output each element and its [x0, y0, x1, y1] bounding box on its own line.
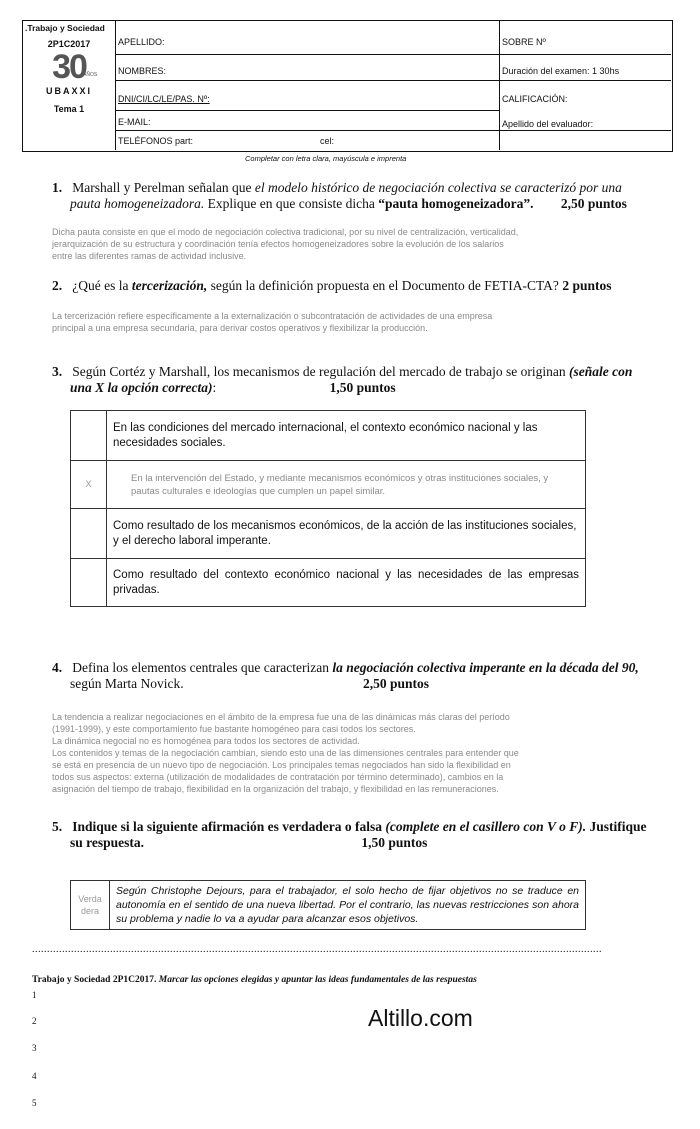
q1-number: 1. — [52, 180, 63, 195]
q2-text-c: según la definición propuesta en el Documento de FETIA-CTA? — [210, 278, 559, 293]
header-fields — [115, 21, 500, 150]
q4-text-a: Defina los elementos centrales que caracterizan — [72, 660, 329, 675]
duration-label: Duración del examen: 1 30hs — [502, 66, 620, 76]
q3-options-table — [70, 410, 586, 607]
q1-answer-line: entre las diferentes ramas de actividad inclusive. — [52, 251, 247, 261]
footer-title — [32, 975, 672, 985]
envelope-label: SOBRE Nº — [502, 37, 546, 47]
q4-answer — [52, 711, 680, 795]
header-right-fields — [499, 21, 671, 150]
footer-title-italic: Marcar las opciones elegidas y apuntar las ideas fundamentales de las respuestas — [158, 975, 477, 985]
email-field[interactable] — [115, 111, 499, 131]
q1-points: 2,50 puntos — [560, 196, 627, 211]
id-label: DNI/CI/LC/LE/PAS. Nº: — [118, 94, 210, 104]
q2-number: 2. — [52, 278, 63, 293]
q5-text-a: Indique si la siguiente afirmación es verdadera o falsa — [72, 819, 382, 834]
q4-answer-line: asignación del tiempo de trabajo, flexibilidad en la organización del trabajo, y flexibilidad en las remuneraciones. — [52, 784, 499, 794]
q5-text-c: Justifique — [589, 819, 647, 834]
q2-points: 2 puntos — [562, 278, 612, 293]
q3-option-row — [71, 559, 586, 607]
q4-answer-line: La dinámica negocial no es homogénea para todos los sectores de actividad. — [52, 736, 360, 746]
q3-text-a: Según Cortéz y Marshall, los mecanismos de regulación del mercado de trabajo se originan — [72, 364, 566, 379]
q2-answer-line: La tercerización refiere específicamente a la externalización o subcontratación de actividades de una empresa — [52, 311, 493, 321]
q4-answer-line: todos sus aspectos: externa (utilización de modalidades de contratación por término determinado), cambios en la — [52, 772, 504, 782]
q5-statement: Según Christophe Dejours, para el trabajador, el solo hecho de fijar objetivos no se traduce en autonomía en el sentido de una nueva libertad. Por el contrario, las nuevas restricciones son ahora su problema y nadie lo va a ayudar para alcanzar esos objetivos. — [110, 881, 586, 930]
question-2 — [52, 278, 664, 294]
q1-text-d: Explique en que consiste dicha — [207, 196, 375, 211]
q1-text-b: el modelo histórico de negociación colectiva se caracterizó por una — [254, 180, 622, 195]
anniversary-logo — [23, 50, 115, 86]
q3-text-b: (señale con — [568, 364, 633, 379]
q3-option-mark[interactable] — [71, 559, 107, 607]
phone-field[interactable] — [115, 131, 499, 150]
id-field[interactable] — [115, 81, 499, 111]
q3-option-row — [71, 411, 586, 461]
q5-row — [71, 881, 586, 930]
q5-number: 5. — [52, 819, 63, 834]
q1-answer-line: Dicha pauta consiste en que el modo de negociación colectiva tradicional, por su nivel de centralización, verticalidad, — [52, 227, 519, 237]
duration-field — [499, 55, 671, 81]
q3-option-mark[interactable] — [71, 509, 107, 559]
q3-option-text: En la intervención del Estado, y mediante mecanismos económicos y otras instituciones sociales, y pautas culturales e ideologías que cumplen un papel similar. — [107, 461, 586, 509]
q4-answer-line: La tendencia a realizar negociaciones en el ámbito de la empresa fue una de las dinámicas más claras del período — [52, 712, 510, 722]
q4-number: 4. — [52, 660, 63, 675]
q3-option-mark[interactable]: X — [71, 461, 107, 509]
grade-label: CALIFICACIÓN: — [502, 94, 568, 104]
q3-option-text: En las condiciones del mercado internacional, el contexto económico nacional y las necesidades sociales. — [107, 411, 586, 461]
question-3 — [52, 364, 664, 396]
dotted-separator: .............................................................................................................................................................................................. — [32, 944, 602, 955]
q2-text-b: tercerización, — [131, 278, 208, 293]
q2-text-a: ¿Qué es la — [72, 278, 129, 293]
logo-org: UBAXXI — [45, 86, 92, 96]
answer-line-4: 4 — [32, 1071, 37, 1081]
logo-number: 30 — [52, 48, 86, 86]
q4-points: 2,50 puntos — [362, 676, 430, 691]
q2-answer-line: principal a una empresa secundaria, para derivar costos operativos y flexibilizar la producción. — [52, 323, 428, 333]
q4-text-b: la negociación colectiva imperante en la década del 90, — [332, 660, 639, 675]
answer-line-5: 5 — [32, 1098, 37, 1108]
envelope-field[interactable] — [499, 21, 671, 55]
course-name: .Trabajo y Sociedad — [25, 23, 105, 33]
q5-points: 1,50 puntos — [361, 835, 428, 850]
q1-answer — [52, 226, 672, 262]
question-5 — [52, 819, 664, 851]
header-box — [22, 20, 673, 152]
surname-label: APELLIDO: — [118, 37, 165, 47]
q5-table — [70, 880, 586, 930]
footer-title-bold: Trabajo y Sociedad 2P1C2017. — [32, 975, 157, 985]
q5-answer-box[interactable]: Verda dera — [71, 881, 110, 930]
evaluator-label: Apellido del evaluador: — [502, 119, 594, 129]
names-label: NOMBRES: — [118, 66, 167, 76]
q5-text-b: (complete en el casillero con V o F). — [385, 819, 587, 834]
surname-field[interactable] — [115, 21, 499, 55]
answer-line-1: 1 — [32, 990, 37, 1000]
q4-answer-line: se está en presencia de un nuevo tipo de negociación. Los principales temas negociados han sido la flexibilidad en — [52, 760, 511, 770]
q3-option-text: Como resultado del contexto económico nacional y las necesidades de las empresas privadas. — [107, 559, 586, 607]
watermark-altillo: Altillo.com — [368, 1005, 473, 1031]
answer-line-3: 3 — [32, 1043, 37, 1053]
q3-option-row — [71, 461, 586, 509]
q3-number: 3. — [52, 364, 63, 379]
q4-text-c: según Marta Novick. — [70, 676, 184, 691]
cel-label: cel: — [320, 136, 335, 146]
topic: Tema 1 — [53, 104, 85, 114]
q1-text-a: Marshall y Perelman señalan que — [72, 180, 252, 195]
q2-answer — [52, 310, 672, 334]
answer-line-2: 2 — [32, 1016, 37, 1026]
q3-option-text: Como resultado de los mecanismos económicos, de la acción de las instituciones sociales, y el derecho laboral imperante. — [107, 509, 586, 559]
q3-text-c: una X la opción correcta) — [70, 380, 213, 395]
q1-text-c: pauta homogeneizadora. — [70, 196, 205, 211]
q4-answer-line: (1991-1999), y este comportamiento fue bastante homogéneo para casi todos los sectores. — [52, 724, 416, 734]
header-logo-block — [23, 21, 116, 150]
email-label: E-MAIL: — [118, 117, 151, 127]
q5-text-d: su respuesta. — [70, 835, 145, 850]
q3-option-row — [71, 509, 586, 559]
q4-answer-line: Los contenidos y temas de la negociación cambian, siendo esto una de las dimensiones centrales para entender que — [52, 748, 519, 758]
phone-label: TELÉFONOS part: — [118, 136, 194, 146]
q3-option-mark[interactable] — [71, 411, 107, 461]
q3-points: 1,50 puntos — [329, 380, 396, 395]
term-code: 2P1C2017 — [47, 39, 91, 49]
q1-answer-line: jerarquización de su estructura y coordinación tenía efectos homogeneizadores sobre la evolución de los salarios — [52, 239, 504, 249]
header-note: Completar con letra clara, mayúscula e imprenta — [245, 154, 407, 163]
names-field[interactable] — [115, 55, 499, 81]
q3-text-d: : — [212, 380, 217, 395]
logo-years: AÑOS — [83, 72, 98, 78]
question-1 — [52, 180, 664, 212]
evaluator-field[interactable] — [499, 119, 671, 139]
question-4 — [52, 660, 664, 692]
q1-text-e: “pauta homogeneizadora”. — [378, 196, 534, 211]
